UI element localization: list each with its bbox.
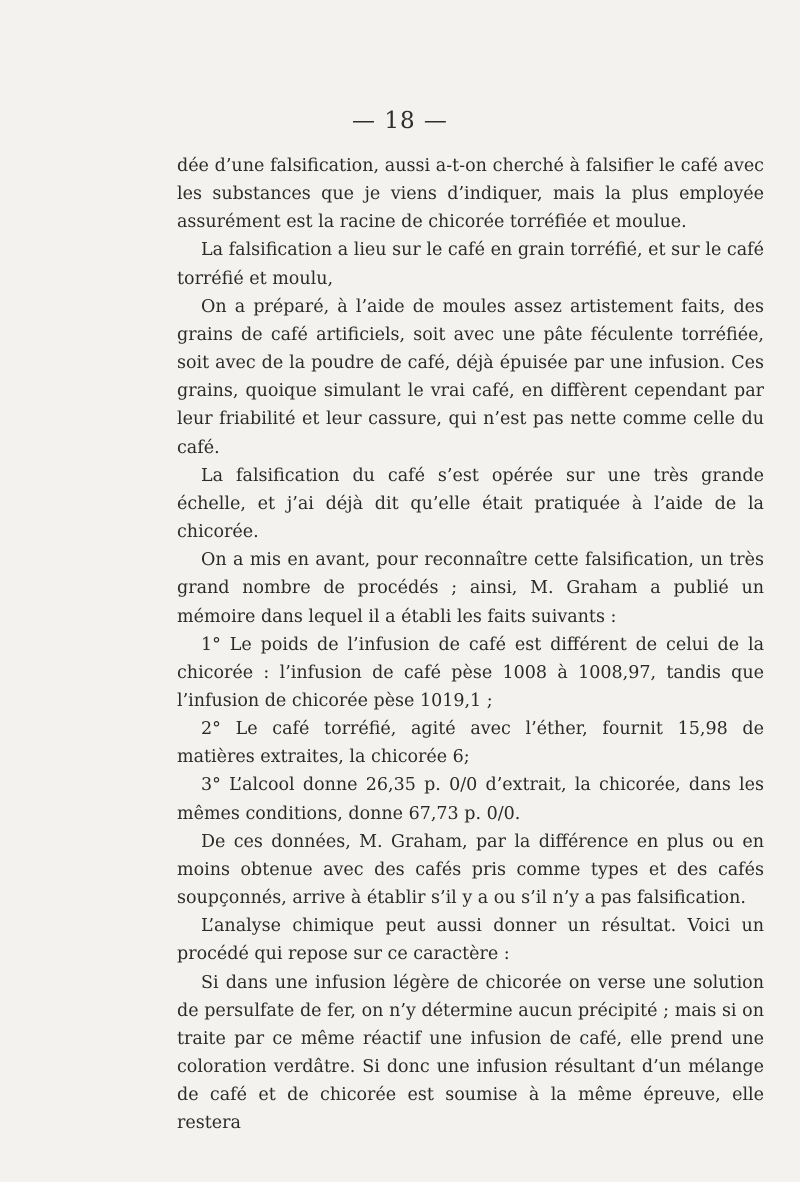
paragraph-graham-memoir: On a mis en avant, pour reconnaître cette falsification, un très grand nombre de procédés ; ainsi, M. Graham a publié un mémoire dans lequel il a établi les faits suivants : <box>177 550 764 627</box>
paragraph-fact-1: 1° Le poids de l’infusion de café est différent de celui de la chicorée : l’infusion de café pèse 1008 à 1008,97, tandis que l’infusion de chicorée pèse 1019,1 ; <box>177 634 764 711</box>
paragraph-chemical-analysis: L’analyse chimique peut aussi donner un résultat. Voici un procédé qui repose sur ce caractère : <box>177 916 764 965</box>
page-number-header: — 18 — <box>352 108 448 134</box>
body-text <box>177 152 764 1137</box>
paragraph-artificial-grains: On a préparé, à l’aide de moules assez artistement faits, des grains de café artificiels, soit avec une pâte féculente torréfiée, soit avec de la poudre de café, déjà épuisée par une infusion. Ces grains, quoique simulant le vrai café, en diffèrent cependant par leur friabilité et leur cassure, qui n’est pas nette comme celle du café. <box>177 296 764 458</box>
paragraph-continuation: dée d’une falsification, aussi a-t-on cherché à falsifier le café avec les substances que je viens d’indiquer, mais la plus employée assurément est la racine de chicorée torréfiée et moulue. <box>177 156 764 233</box>
paragraph-large-scale: La falsification du café s’est opérée sur une très grande échelle, et j’ai déjà dit qu’elle était pratiquée à l’aide de la chicorée. <box>177 465 764 543</box>
paragraph-graham-conclusion: De ces données, M. Graham, par la différence en plus ou en moins obtenue avec des cafés pris comme types et des cafés soupçonnés, arrive à établir s’il y a ou s’il n’y a pas falsification. <box>177 831 764 909</box>
paragraph-persulfate-test: Si dans une infusion légère de chicorée on verse une solution de persulfate de fer, on n’y détermine aucun précipité ; mais si on traite par ce même réactif une infusion de café, elle prend une coloration verdâtre. Si donc une infusion résultant d’un mélange de café et de chicorée est soumise à la même épreuve, elle restera <box>177 972 764 1134</box>
paragraph-fact-3: 3° L’alcool donne 26,35 p. 0/0 d’extrait, la chicorée, dans les mêmes conditions, donne 67,73 p. 0/0. <box>177 775 764 824</box>
paragraph-falsification-grain: La falsification a lieu sur le café en grain torréfié, et sur le café torréfié et moulu, <box>177 240 764 289</box>
paragraph-fact-2: 2° Le café torréfié, agité avec l’éther, fournit 15,98 de matières extraites, la chicorée 6; <box>177 719 764 768</box>
